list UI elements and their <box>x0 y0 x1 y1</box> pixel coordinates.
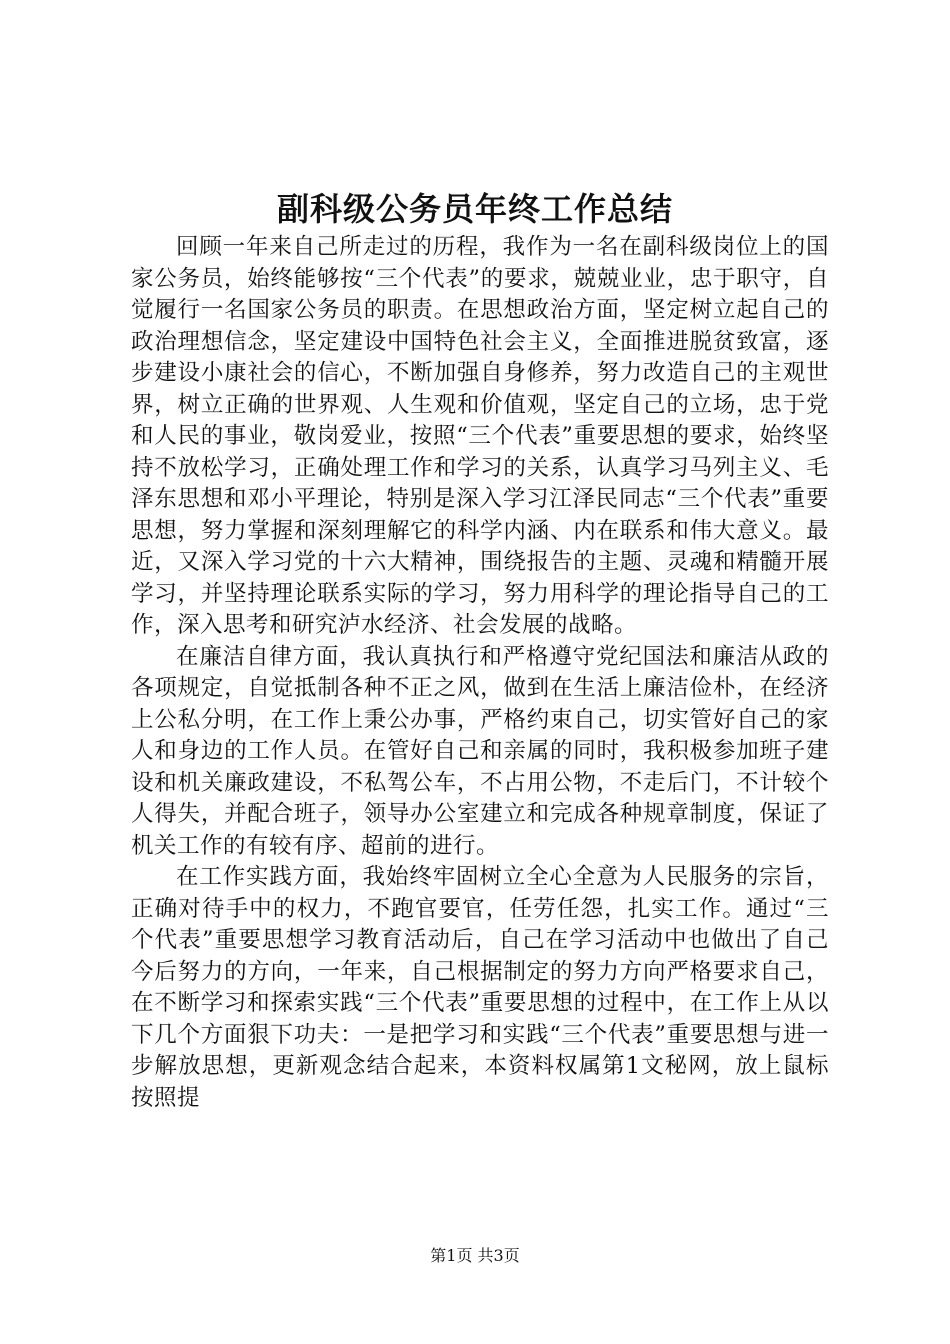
paragraph-2: 在廉洁自律方面，我认真执行和严格遵守党纪国法和廉洁从政的各项规定，自觉抵制各种不正之风，做到在生活上廉洁俭朴，在经济上公私分明，在工作上秉公办事，严格约束自己，切实管好自己的家人和身边的工作人员。在管好自己和亲属的同时，我积极参加班子建设和机关廉政建设，不私驾公车，不占用公物，不走后门，不计较个人得失，并配合班子，领导办公室建立和完成各种规章制度，保证了机关工作的有较有序、超前的进行。 <box>131 643 829 859</box>
paragraph-1: 回顾一年来自己所走过的历程，我作为一名在副科级岗位上的国家公务员，始终能够按“三个代表”的要求，兢兢业业，忠于职守，自觉履行一名国家公务员的职责。在思想政治方面，坚定树立起自己的政治理想信念，坚定建设中国特色社会主义，全面推进脱贫致富，逐步建设小康社会的信心，不断加强自身修养，努力改造自己的主观世界，树立正确的世界观、人生观和价值观，坚定自己的立场，忠于党和人民的事业，敬岗爱业，按照“三个代表”重要思想的要求，始终坚持不放松学习，正确处理工作和学习的关系，认真学习马列主义、毛泽东思想和邓小平理论，特别是深入学习江泽民同志“三个代表”重要思想，努力掌握和深刻理解它的科学内涵、内在联系和伟大意义。最近，又深入学习党的十六大精神，围绕报告的主题、灵魂和精髓开展学习，并坚持理论联系实际的学习，努力用科学的理论指导自己的工作，深入思考和研究泸水经济、社会发展的战略。 <box>131 234 829 638</box>
page-footer: 第1页 共3页 <box>430 1246 520 1265</box>
document-title: 副科级公务员年终工作总结 <box>276 190 673 228</box>
paragraph-3: 在工作实践方面，我始终牢固树立全心全意为人民服务的宗旨，正确对待手中的权力，不跑官要官，任劳任怨，扎实工作。通过“三个代表”重要思想学习教育活动后，自己在学习活动中也做出了自己今后努力的方向，一年来，自己根据制定的努力方向严格要求自己，在不断学习和探索实践“三个代表”重要思想的过程中，在工作上从以下几个方面狠下功夫：一是把学习和实践“三个代表”重要思想与进一步解放思想，更新观念结合起来，本资料权属第1文秘网，放上鼠标按照提 <box>131 864 829 1111</box>
document-body <box>131 232 829 1114</box>
